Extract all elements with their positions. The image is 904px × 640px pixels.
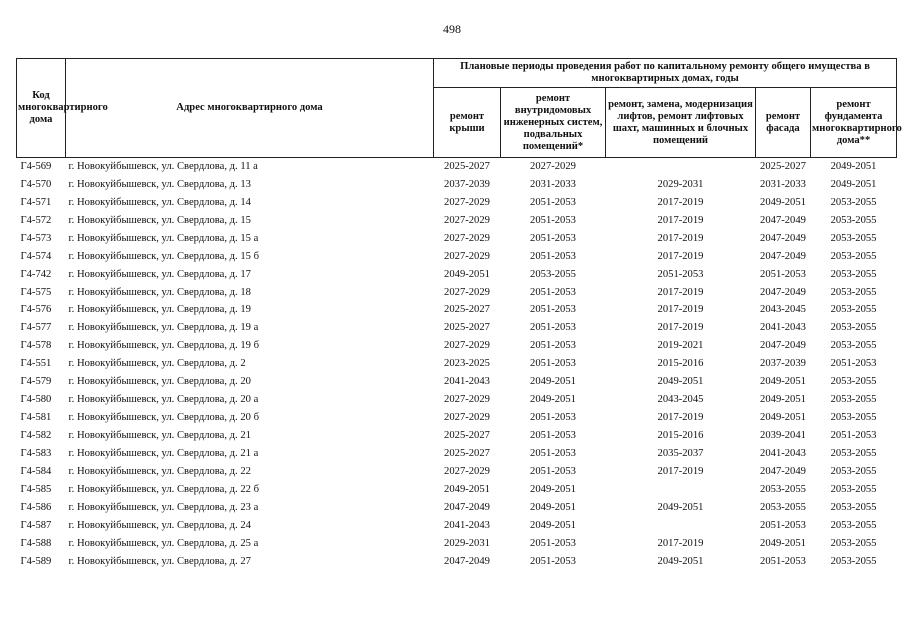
cell-facade: 2049-2051 [760,412,806,424]
cell-facade: 2047-2049 [760,340,806,352]
cell-address: г. Новокуйбышевск, ул. Свердлова, д. 15 а [68,232,259,244]
cell-address: г. Новокуйбышевск, ул. Свердлова, д. 11 а [66,158,434,176]
cell-foundation: 2053-2055 [830,196,877,208]
cell-systems: 2049-2051 [530,519,576,531]
cell-roof: 2037-2039 [444,178,490,190]
cell-elevators: 2029-2031 [657,178,704,190]
cell-roof: 2027-2029 [444,394,490,406]
cell-roof: 2027-2029 [444,214,490,226]
cell-facade: 2049-2051 [760,394,806,406]
cell-code: Г4-584 [20,465,52,477]
cell-address: г. Новокуйбышевск, ул. Свердлова, д. 13 [68,178,251,190]
cell-address: г. Новокуйбышевск, ул. Свердлова, д. 27 [68,555,251,567]
cell-code: Г4-581 [20,412,52,424]
cell-foundation: 2053-2055 [830,340,877,352]
cell-foundation: 2049-2051 [830,178,877,190]
table-row [17,248,897,266]
cell-elevators: 2017-2019 [657,214,704,226]
table-body [17,158,897,571]
cell-code: Г4-587 [20,519,52,531]
cell-systems: 2051-2053 [530,214,576,226]
cell-systems: 2049-2051 [530,376,576,388]
cell-systems: 2051-2053 [530,430,576,442]
cell-systems: 2051-2053 [530,412,576,424]
cell-elevators: 2049-2051 [657,501,704,513]
table-row [17,427,897,445]
cell-systems: 2049-2051 [530,483,576,495]
table-row [17,212,897,230]
cell-address: г. Новокуйбышевск, ул. Свердлова, д. 14 [68,196,251,208]
cell-elevators: 2049-2051 [657,376,704,388]
cell-elevators [606,517,756,535]
cell-foundation: 2051-2053 [830,430,877,442]
table-row [17,266,897,284]
cell-code: Г4-570 [20,178,52,190]
cell-address: г. Новокуйбышевск, ул. Свердлова, д. 20 б [68,412,259,424]
cell-systems: 2051-2053 [530,196,576,208]
cell-facade: 2041-2043 [760,447,806,459]
cell-elevators [606,158,756,176]
cell-facade: 2053-2055 [760,501,806,513]
cell-roof: 2047-2049 [444,555,490,567]
cell-code: Г4-582 [20,430,52,442]
table-row [17,158,897,176]
cell-elevators: 2017-2019 [657,322,704,334]
cell-address: г. Новокуйбышевск, ул. Свердлова, д. 21 [68,430,251,442]
cell-systems: 2049-2051 [530,394,576,406]
cell-facade: 2049-2051 [760,376,806,388]
cell-foundation: 2053-2055 [830,483,877,495]
cell-roof: 2027-2029 [444,340,490,352]
cell-facade: 2053-2055 [760,483,806,495]
cell-facade: 2047-2049 [760,465,806,477]
cell-foundation: 2053-2055 [830,214,877,226]
header-systems: ремонт внутридомовых инженерных систем, подвальных помещений* [501,88,606,158]
cell-elevators [606,481,756,499]
cell-address: г. Новокуйбышевск, ул. Свердлова, д. 22 б [68,483,259,495]
cell-systems: 2051-2053 [530,250,576,262]
cell-address: г. Новокуйбышевск, ул. Свердлова, д. 20 [68,376,251,388]
cell-elevators: 2019-2021 [657,340,704,352]
cell-roof: 2027-2029 [444,250,490,262]
cell-address: г. Новокуйбышевск, ул. Свердлова, д. 24 [68,519,251,531]
cell-systems: 2053-2055 [530,268,576,280]
cell-systems: 2051-2053 [530,447,576,459]
cell-code: Г4-577 [20,322,52,334]
header-foundation: ремонт фундамента многоквартирного дома** [811,88,897,158]
cell-foundation: 2053-2055 [830,250,877,262]
cell-facade: 2051-2053 [760,268,806,280]
cell-elevators: 2015-2016 [657,430,704,442]
table-row [17,355,897,373]
cell-roof: 2025-2027 [444,322,490,334]
cell-facade: 2047-2049 [760,214,806,226]
cell-address: г. Новокуйбышевск, ул. Свердлова, д. 19 [68,304,251,316]
table-row [17,176,897,194]
table-row [17,445,897,463]
table-row [17,535,897,553]
cell-elevators: 2043-2045 [657,394,704,406]
cell-systems: 2051-2053 [530,232,576,244]
cell-code: Г4-579 [20,376,52,388]
cell-foundation: 2053-2055 [830,376,877,388]
cell-facade: 2039-2041 [760,430,806,442]
page-number: 498 [443,22,461,36]
cell-address: г. Новокуйбышевск, ул. Свердлова, д. 19 а [68,322,259,334]
cell-foundation: 2053-2055 [830,322,877,334]
cell-systems: 2051-2053 [530,537,576,549]
table-row [17,302,897,320]
cell-address: г. Новокуйбышевск, ул. Свердлова, д. 17 [68,268,251,280]
cell-code: Г4-571 [20,196,52,208]
cell-address: г. Новокуйбышевск, ул. Свердлова, д. 22 [68,465,251,477]
cell-foundation: 2049-2051 [811,158,897,176]
cell-code: Г4-742 [20,268,52,280]
cell-facade: 2047-2049 [760,286,806,298]
cell-address: г. Новокуйбышевск, ул. Свердлова, д. 2 [68,358,246,370]
cell-code: Г4-573 [20,232,52,244]
table-row [17,499,897,517]
cell-facade: 2051-2053 [760,519,806,531]
cell-foundation: 2053-2055 [830,555,877,567]
header-code: Код многоквартирного дома [17,59,66,158]
cell-roof: 2041-2043 [444,519,490,531]
cell-elevators: 2017-2019 [657,232,704,244]
cell-code: Г4-585 [20,483,52,495]
cell-code: Г4-574 [20,250,52,262]
cell-facade: 2043-2045 [760,304,806,316]
header-facade: ремонт фасада [756,88,811,158]
cell-foundation: 2053-2055 [830,394,877,406]
cell-roof: 2025-2027 [444,304,490,316]
table-row [17,463,897,481]
table-row [17,194,897,212]
cell-facade: 2031-2033 [760,178,806,190]
cell-roof: 2029-2031 [444,537,490,549]
cell-code: Г4-569 [17,158,66,176]
cell-elevators: 2049-2051 [657,555,704,567]
cell-code: Г4-583 [20,447,52,459]
cell-elevators: 2017-2019 [657,465,704,477]
cell-code: Г4-586 [20,501,52,513]
cell-roof: 2049-2051 [444,268,490,280]
cell-foundation: 2053-2055 [830,412,877,424]
table-row [17,319,897,337]
cell-facade: 2047-2049 [760,250,806,262]
table-row [17,337,897,355]
cell-foundation: 2053-2055 [830,304,877,316]
cell-code: Г4-589 [20,555,52,567]
cell-roof: 2027-2029 [444,286,490,298]
cell-roof: 2041-2043 [444,376,490,388]
header-address: Адрес многоквартирного дома [66,59,434,158]
cell-code: Г4-572 [20,214,52,226]
header-elevators: ремонт, замена, модернизация лифтов, ремонт лифтовых шахт, машинных и блочных помещений [606,88,756,158]
cell-foundation: 2053-2055 [830,286,877,298]
cell-systems: 2051-2053 [530,465,576,477]
cell-address: г. Новокуйбышевск, ул. Свердлова, д. 21 а [68,447,259,459]
table-row [17,284,897,302]
cell-systems: 2051-2053 [530,286,576,298]
table-row [17,553,897,571]
cell-code: Г4-551 [20,358,52,370]
cell-systems: 2049-2051 [530,501,576,513]
header-roof: ремонт крыши [434,88,501,158]
cell-elevators: 2051-2053 [657,268,704,280]
cell-systems: 2051-2053 [530,555,576,567]
cell-roof: 2049-2051 [444,483,490,495]
cell-roof: 2027-2029 [444,465,490,477]
table-row [17,391,897,409]
cell-facade: 2025-2027 [756,158,811,176]
cell-address: г. Новокуйбышевск, ул. Свердлова, д. 18 [68,286,251,298]
cell-elevators: 2015-2016 [657,358,704,370]
cell-code: Г4-576 [20,304,52,316]
cell-foundation: 2053-2055 [830,268,877,280]
cell-elevators: 2035-2037 [657,447,704,459]
cell-roof: 2047-2049 [444,501,490,513]
cell-facade: 2037-2039 [760,358,806,370]
cell-systems: 2051-2053 [530,358,576,370]
cell-elevators: 2017-2019 [657,286,704,298]
cell-foundation: 2053-2055 [830,232,877,244]
cell-systems: 2051-2053 [530,322,576,334]
cell-address: г. Новокуйбышевск, ул. Свердлова, д. 23 а [68,501,259,513]
table-row [17,373,897,391]
cell-elevators: 2017-2019 [657,412,704,424]
cell-roof: 2027-2029 [444,412,490,424]
cell-facade: 2049-2051 [760,196,806,208]
cell-facade: 2047-2049 [760,232,806,244]
cell-elevators: 2017-2019 [657,304,704,316]
cell-facade: 2049-2051 [760,537,806,549]
header-group: Плановые периоды проведения работ по капитальному ремонту общего имущества в многоквартирных домах, годы [434,59,897,88]
cell-address: г. Новокуйбышевск, ул. Свердлова, д. 25 а [68,537,259,549]
table-row [17,230,897,248]
table-row [17,517,897,535]
cell-code: Г4-575 [20,286,52,298]
cell-foundation: 2053-2055 [830,501,877,513]
cell-systems: 2031-2033 [530,178,576,190]
cell-elevators: 2017-2019 [657,196,704,208]
table-row [17,481,897,499]
cell-foundation: 2053-2055 [830,537,877,549]
cell-systems: 2027-2029 [501,158,606,176]
cell-foundation: 2053-2055 [830,465,877,477]
cell-code: Г4-588 [20,537,52,549]
cell-foundation: 2053-2055 [830,447,877,459]
cell-roof: 2027-2029 [444,232,490,244]
cell-facade: 2051-2053 [760,555,806,567]
cell-elevators: 2017-2019 [657,537,704,549]
cell-systems: 2051-2053 [530,304,576,316]
cell-systems: 2051-2053 [530,340,576,352]
cell-roof: 2027-2029 [444,196,490,208]
cell-roof: 2025-2027 [434,158,501,176]
cell-address: г. Новокуйбышевск, ул. Свердлова, д. 20 а [68,394,259,406]
cell-roof: 2025-2027 [444,447,490,459]
table-row [17,409,897,427]
cell-foundation: 2051-2053 [830,358,877,370]
cell-code: Г4-578 [20,340,52,352]
cell-foundation: 2053-2055 [830,519,877,531]
cell-roof: 2025-2027 [444,430,490,442]
cell-elevators: 2017-2019 [657,250,704,262]
cell-address: г. Новокуйбышевск, ул. Свердлова, д. 15 б [68,250,259,262]
cell-address: г. Новокуйбышевск, ул. Свердлова, д. 15 [68,214,251,226]
cell-code: Г4-580 [20,394,52,406]
cell-roof: 2023-2025 [444,358,490,370]
cell-address: г. Новокуйбышевск, ул. Свердлова, д. 19 б [68,340,259,352]
repair-schedule-table [16,58,902,571]
cell-facade: 2041-2043 [760,322,806,334]
